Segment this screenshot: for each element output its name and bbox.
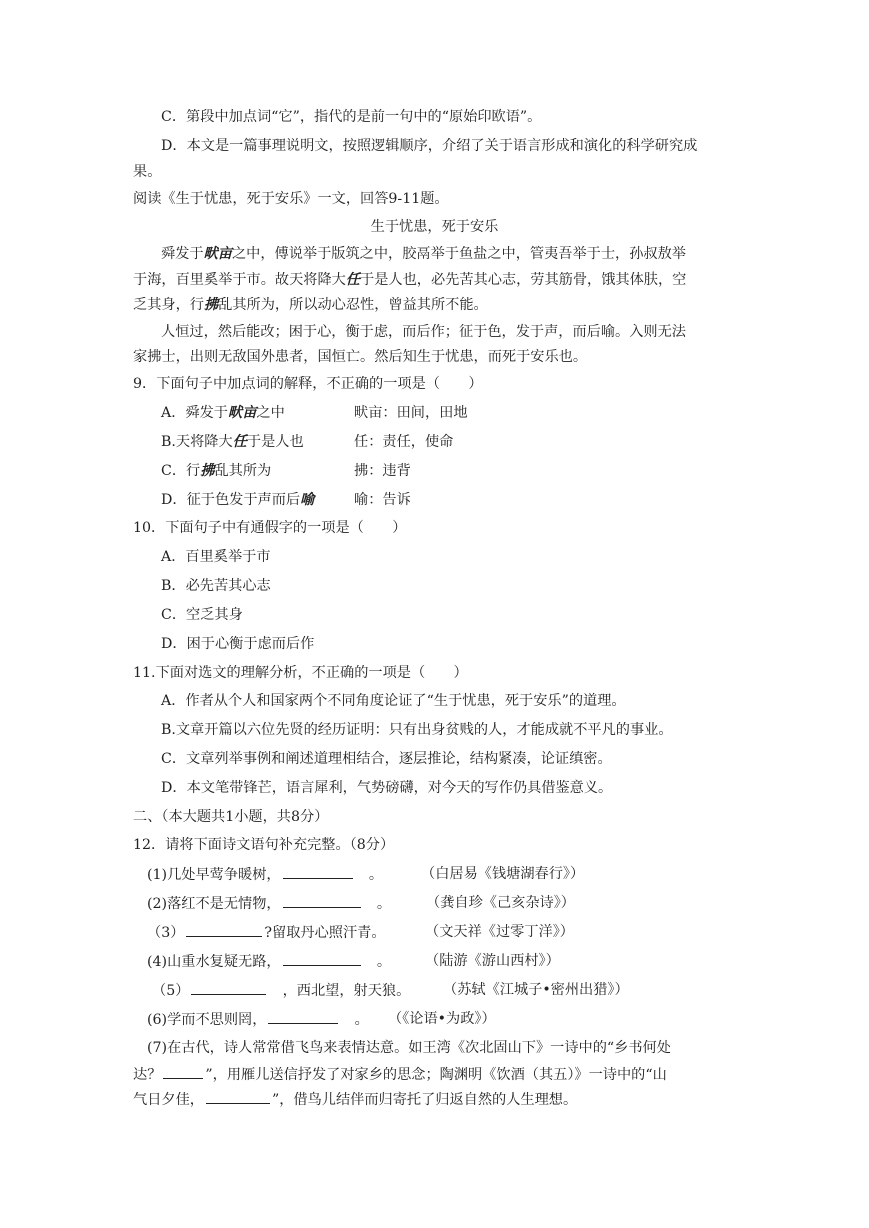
- answer-blank[interactable]: [163, 1064, 203, 1079]
- fill-blank-5: （5） ，西北望，射天狼。: [152, 980, 410, 1001]
- q10-option-d: D．困于心衡于虑而后作: [161, 636, 315, 652]
- fill-blank-3-source: （文天祥《过零丁洋》）: [425, 924, 574, 940]
- dotted-word: 畎亩: [203, 246, 232, 262]
- passage-line: 于海，百里奚举于市。故天将降大任于是人也，必先苦其心志，劳其筋骨，饿其体肤，空: [133, 272, 687, 288]
- fill-blank-4-source: （陆游《游山西村》）: [425, 953, 560, 969]
- question-11: 11.下面对选文的理解分析，不正确的一项是（ ）: [133, 665, 468, 681]
- q10-option-c: C．空乏其身: [161, 607, 243, 623]
- fill-blank-2-source: （龚自珍《己亥杂诗》）: [426, 895, 575, 911]
- fill-blank-2: (2)落红不是无情物， 。: [147, 893, 391, 914]
- question-10: 10．下面句子中有通假字的一项是（ ）: [133, 520, 407, 536]
- passage-title: 生于忧患，死于安乐: [370, 219, 499, 235]
- fill-blank-4: (4)山重水复疑无路， 。: [147, 951, 391, 972]
- passage-line: 家拂士，出则无敌国外患者，国恒亡。然后知生于忧患，而死于安乐也。: [133, 349, 588, 365]
- q9-option-c-explanation: 拂：违背: [354, 463, 411, 479]
- answer-blank[interactable]: [186, 922, 262, 937]
- answer-blank[interactable]: [206, 1089, 270, 1104]
- fill-blank-5-source: （苏轼《江城子•密州出猎》）: [443, 982, 629, 998]
- q9-option-a: A．舜发于畎亩之中: [161, 405, 285, 421]
- q9-option-d-explanation: 喻：告诉: [354, 492, 411, 508]
- fill-blank-7: (7)在古代，诗人常常借飞鸟来表情达意。如王湾《次北固山下》一诗中的“乡书何处: [147, 1040, 671, 1056]
- fill-blank-6: (6)学而不思则罔， 。: [147, 1009, 369, 1030]
- fill-blank-7-cont: 气日夕佳， ”，借鸟儿结伴而归寄托了归返自然的人生理想。: [133, 1089, 577, 1110]
- q9-option-b-explanation: 任：责任，使命: [354, 434, 454, 450]
- dotted-word: 拂: [203, 297, 219, 313]
- answer-blank[interactable]: [268, 1009, 338, 1024]
- answer-blank[interactable]: [283, 951, 361, 966]
- fill-blank-1-source: （白居易《钱塘湖春行》）: [421, 866, 585, 882]
- option-d-line: D．本文是一篇事理说明文，按照逻辑顺序，介绍了关于语言形成和演化的科学研究成: [161, 138, 698, 154]
- q9-option-a-explanation: 畎亩：田间，田地: [354, 405, 468, 421]
- option-c-line: C．第段中加点词“它”，指代的是前一句中的“原始印欧语”。: [161, 109, 542, 125]
- fill-blank-3: （3） ?留取丹心照汗青。: [147, 922, 386, 943]
- passage-line: 人恒过，然后能改；困于心，衡于虑，而后作；征于色，发于声，而后喻。入则无法: [161, 324, 686, 340]
- answer-blank[interactable]: [191, 980, 266, 995]
- fill-blank-6-source: （《论语•为政》）: [388, 1011, 496, 1027]
- section-2-heading: 二、（本大题共1小题，共8分）: [133, 809, 329, 825]
- answer-blank[interactable]: [283, 893, 361, 908]
- q10-option-a: A．百里奚举于市: [161, 549, 271, 565]
- option-d-line-cont: 果。: [133, 164, 162, 180]
- dotted-word: 任: [345, 272, 361, 288]
- q9-option-c: C．行拂乱其所为: [161, 463, 272, 479]
- question-9: 9．下面句子中加点词的解释，不正确的一项是（ ）: [133, 376, 483, 392]
- q9-option-b: B.天将降大任于是人也: [161, 434, 304, 450]
- reading-instruction: 阅读《生于忧患，死于安乐》一文，回答9-11题。: [133, 191, 449, 207]
- q11-option-b: B.文章开篇以六位先贤的经历证明：只有出身贫贱的人，才能成就不平凡的事业。: [161, 722, 673, 738]
- q9-option-d: D．征于色发于声而后喻: [161, 492, 315, 508]
- passage-line: 乏其身，行拂乱其所为，所以动心忍性，曾益其所不能。: [133, 297, 488, 313]
- fill-blank-7-cont: 达？ ”，用雁儿送信抒发了对家乡的思念；陶渊明《饮酒（其五）》一诗中的“山: [133, 1064, 667, 1085]
- answer-blank[interactable]: [283, 864, 353, 879]
- q10-option-b: B．必先苦其心志: [161, 578, 271, 594]
- q11-option-d: D．本文笔带锋芒，语言犀利，气势磅礴，对今天的写作仍具借鉴意义。: [161, 780, 613, 796]
- q11-option-a: A．作者从个人和国家两个不同角度论证了“生于忧患，死于安乐”的道理。: [161, 693, 626, 709]
- fill-blank-1: (1)几处早莺争暖树， 。: [147, 864, 383, 885]
- question-12: 12．请将下面诗文语句补充完整。（8分）: [133, 837, 395, 853]
- passage-line: 舜发于畎亩之中，傅说举于版筑之中，胶鬲举于鱼盐之中，管夷吾举于士，孙叔敖举: [161, 246, 686, 262]
- q11-option-c: C．文章列举事例和阐述道理相结合，逐层推论，结构紧凑，论证缜密。: [161, 751, 612, 767]
